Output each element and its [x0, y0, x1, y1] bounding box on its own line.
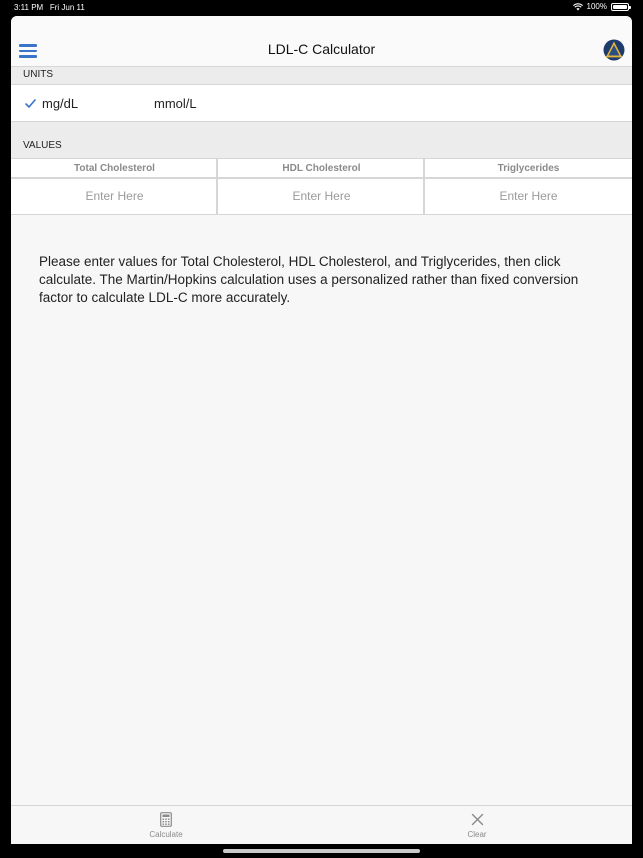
hdl-cholesterol-column [216, 159, 425, 214]
values-section-header: VALUES [11, 122, 632, 158]
calculator-icon [160, 812, 172, 827]
triglycerides-input[interactable] [425, 179, 632, 213]
hdl-cholesterol-input[interactable] [218, 179, 425, 213]
status-bar [0, 0, 643, 16]
triglycerides-label: Triglycerides [425, 159, 632, 179]
status-indicators [573, 2, 629, 11]
total-cholesterol-column [11, 159, 218, 214]
total-cholesterol-label: Total Cholesterol [11, 159, 218, 179]
app-window [11, 16, 632, 844]
instructions-text: Please enter values for Total Cholesterol, HDL Cholesterol, and Triglycerides, then click calculate. The Martin/Hopkins calculation uses a personalized rather than fixed conversion factor to calculate LDL-C more accurately. [39, 254, 579, 305]
status-date: Fri Jun 11 [49, 3, 85, 12]
calculate-button[interactable] [136, 812, 196, 839]
home-indicator [223, 849, 420, 853]
calculate-label: Calculate [149, 830, 183, 839]
values-table [11, 158, 632, 215]
units-selector [11, 85, 632, 122]
clear-label: Clear [467, 830, 487, 839]
page-title: LDL-C Calculator [267, 41, 376, 57]
units-section-header: UNITS [11, 67, 632, 85]
close-icon [471, 812, 484, 827]
checkmark-icon [25, 98, 36, 109]
triglycerides-column [423, 159, 632, 214]
clear-button[interactable] [447, 812, 507, 839]
battery-percent: 100% [586, 2, 607, 11]
unit-label-mmol: mmol/L [154, 96, 197, 111]
hdl-cholesterol-label: HDL Cholesterol [218, 159, 425, 179]
status-time-date [14, 3, 85, 12]
unit-label-mgdl: mg/dL [42, 96, 79, 111]
unit-option-mgdl[interactable] [25, 96, 78, 111]
status-time: 3:11 PM [14, 3, 44, 12]
total-cholesterol-input[interactable] [11, 179, 218, 213]
navigation-bar [11, 16, 632, 67]
bottom-tab-bar [11, 805, 632, 844]
wifi-icon [573, 3, 583, 11]
unit-option-mmol[interactable] [154, 96, 197, 111]
hopkins-shield-logo[interactable] [603, 39, 625, 61]
battery-icon [611, 3, 629, 11]
